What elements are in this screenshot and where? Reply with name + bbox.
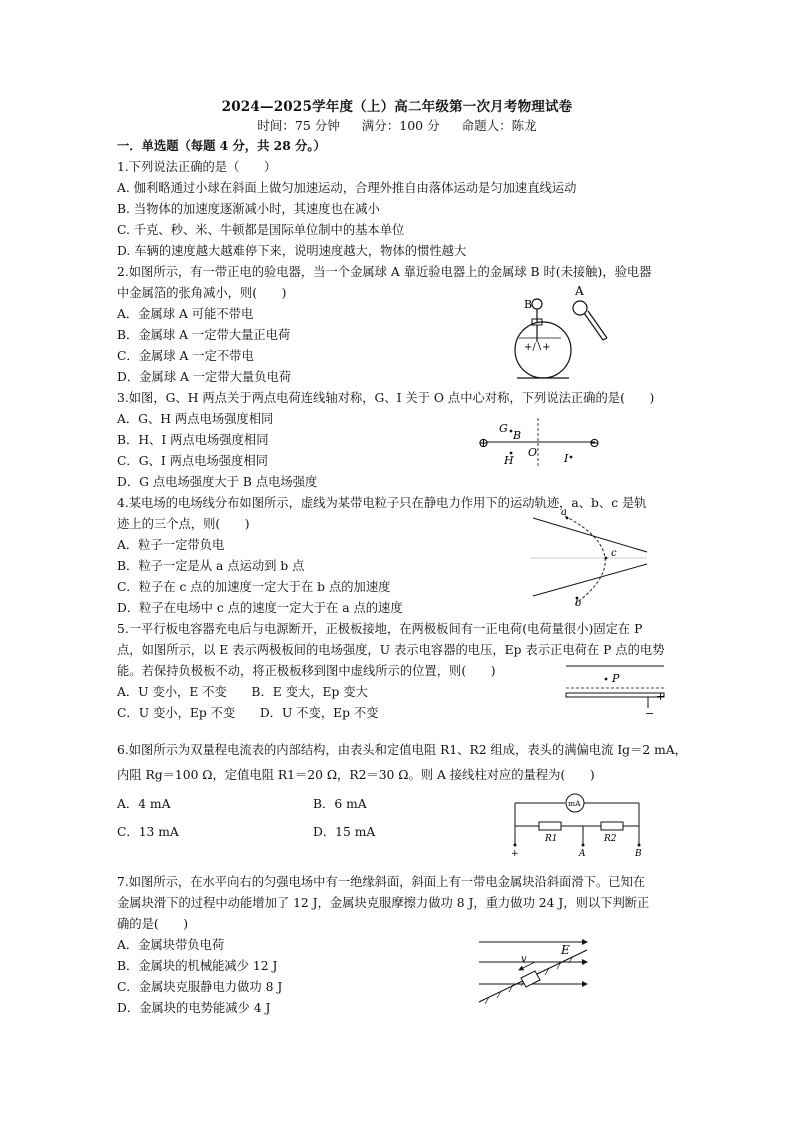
terminal-a <box>582 844 585 847</box>
q2-stem-line2: 中金属箔的张角减小，则( ) <box>117 286 287 300</box>
q7-stem-line3: 确的是( ) <box>117 917 189 931</box>
q7-stem-line2: 金属块滑下的过程中动能增加了 12 J，金属块克服摩擦力做功 8 J，重力做功 24 J，则以下判断正 <box>117 896 650 910</box>
q4-stem-line1: 4.某电场的电场线分布如图所示，虚线为某带电粒子只在静电力作用下的运动轨迹，a、b、c 是轨 <box>117 496 647 510</box>
terminal-plus <box>514 844 517 847</box>
q3-option-a: A．G、H 两点电场强度相同 <box>117 412 274 426</box>
metal-ball-b <box>532 299 542 309</box>
q2-stem-line1: 2.如图所示，有一带正电的验电器，当一个金属球 A 靠近验电器上的金属球 B 时(未接触)，验电器 <box>117 265 652 279</box>
q7-option-d: D．金属块的电势能减少 4 J <box>117 1001 271 1015</box>
exam-score: 满分：100 分 <box>361 118 440 133</box>
label-a: A <box>575 284 584 298</box>
q3-option-d: D．G 点电场强度大于 B 点电场强度 <box>117 475 318 489</box>
meter-label: mA <box>568 799 581 808</box>
q5-stem-line2: 点，如图所示，以 E 表示两极板间的电场强度，U 表示电容器的电压，Ep 表示正电荷在 P 点的电势 <box>117 643 665 657</box>
q6-stem-line2: 内阻 Rg＝100 Ω，定值电阻 R1＝20 Ω，R2＝30 Ω。则 A 接线柱对应的量程为( ) <box>117 768 595 782</box>
point-p <box>605 678 608 681</box>
label-plus: + <box>511 849 519 858</box>
label-o: O <box>528 446 538 459</box>
q2-option-d: D．金属球 A 一定带大量负电荷 <box>117 370 292 384</box>
label-g: G <box>499 422 508 435</box>
label-r1: R1 <box>545 834 558 844</box>
metal-ball-a <box>573 301 587 315</box>
point-g <box>510 430 513 433</box>
plus-sign: + <box>656 690 666 703</box>
minus-sign: − <box>645 707 655 718</box>
label-v: v <box>521 954 527 965</box>
label-c: c <box>611 548 617 559</box>
label-i: I <box>564 452 569 465</box>
exam-title: 2024—2025学年度（上）高二年级第一次月考物理试卷 <box>221 99 573 115</box>
q7-option-b: B．金属块的机械能减少 12 J <box>117 959 278 973</box>
q6-option-c: C．13 mA <box>117 825 179 839</box>
resistor-r2 <box>601 822 623 830</box>
q1-option-b: B. 当物体的加速度逐渐减小时，其速度也在减小 <box>117 202 380 216</box>
handle-end <box>603 338 607 340</box>
label-r2: R2 <box>604 834 617 844</box>
q6-stem-line1: 6.如图所示为双量程电流表的内部结构，由表头和定值电阻 R1、R2 组成，表头的满偏电流 Ig＝2 mA， <box>117 743 687 757</box>
label-a: A <box>579 849 586 858</box>
q7-stem-line1: 7.如图所示，在水平向右的匀强电场中有一绝缘斜面，斜面上有一带电金属块沿斜面滑下。已知在 <box>117 875 646 889</box>
exam-author: 命题人：陈龙 <box>461 118 537 133</box>
label-e: E <box>561 943 570 957</box>
q4-option-a: A．粒子一定带负电 <box>117 538 225 552</box>
q3-option-b: B．H、I 两点电场强度相同 <box>117 433 269 447</box>
label-b: B <box>513 429 522 442</box>
section-heading: 一．单选题（每题 4 分，共 28 分。） <box>117 138 326 153</box>
handle-a1 <box>584 313 603 340</box>
q2-option-a: A．金属球 A 可能不带电 <box>117 307 254 321</box>
q7-option-a: A．金属块带负电荷 <box>117 938 225 952</box>
resistor-r1 <box>539 822 561 830</box>
q5-option-ab: A．U 变小，E 不变 B．E 变大，Ep 变大 <box>117 685 368 699</box>
q3-stem: 3.如图，G、H 两点关于两点电荷连线轴对称，G、I 关于 O 点中心对称，下列说法正确的是( ) <box>117 391 655 405</box>
point-charges-figure <box>475 414 610 474</box>
label-b: b <box>575 598 582 608</box>
capacitor-figure <box>560 660 670 718</box>
point-c <box>605 557 608 560</box>
q4-option-c: C．粒子在 c 点的加速度一定大于在 b 点的加速度 <box>117 580 391 594</box>
q6-option-a: A．4 mA <box>117 797 171 811</box>
negative-charge: ⊖ <box>589 436 600 451</box>
q2-option-b: B．金属球 A 一定带大量正电荷 <box>117 328 291 342</box>
q4-option-b: B．粒子一定是从 a 点运动到 b 点 <box>117 559 305 573</box>
q2-option-c: C．金属球 A 一定不带电 <box>117 349 254 363</box>
q3-option-c: C．G、I 两点电场强度相同 <box>117 454 268 468</box>
q5-option-cd: C．U 变小，Ep 不变 D．U 不变，Ep 不变 <box>117 706 379 720</box>
exam-info <box>0 116 794 134</box>
label-b: B <box>524 298 533 311</box>
label-a: a <box>561 508 567 518</box>
q4-option-d: D．粒子在电场中 c 点的速度一定大于在 a 点的速度 <box>117 601 403 615</box>
label-p: P <box>612 672 620 685</box>
q6-option-d: D．15 mA <box>313 825 376 839</box>
positive-charge: ⊕ <box>478 436 489 451</box>
ammeter-circuit-figure <box>503 790 653 858</box>
q5-stem-line1: 5.一平行板电容器充电后与电源断开，正极板接地，在两极板间有一正电荷(电荷量很小)固定在 P <box>117 622 643 636</box>
label-b: B <box>635 849 642 858</box>
label-h: H <box>504 454 514 467</box>
incline-field-figure <box>475 932 595 1010</box>
terminal-b <box>638 844 641 847</box>
exam-time: 时间：75 分钟 <box>257 118 340 133</box>
field-lines-figure <box>525 508 650 608</box>
q1-stem: 1.下列说法正确的是（ ） <box>117 160 277 174</box>
q5-stem-line3: 能。若保持负极板不动，将正极板移到图中虚线所示的位置，则( ) <box>117 664 496 678</box>
q4-stem-line2: 迹上的三个点，则( ) <box>117 517 250 531</box>
q1-option-c: C. 千克、秒、米、牛顿都是国际单位制中的基本单位 <box>117 223 405 237</box>
lower-plate <box>566 693 664 697</box>
q1-option-a: A. 伽利略通过小球在斜面上做匀加速运动，合理外推自由落体运动是匀加速直线运动 <box>117 181 577 195</box>
leaf-charges: +∕∖+ <box>524 342 551 353</box>
q6-option-b: B．6 mA <box>313 797 367 811</box>
field-line-top <box>533 518 647 552</box>
electroscope-figure <box>505 282 625 387</box>
point-i <box>570 456 573 459</box>
q7-option-c: C．金属块克服静电力做功 8 J <box>117 980 283 994</box>
q1-option-d: D. 车辆的速度越大越难停下来，说明速度越大，物体的惯性越大 <box>117 244 467 258</box>
handle-a2 <box>588 311 607 338</box>
